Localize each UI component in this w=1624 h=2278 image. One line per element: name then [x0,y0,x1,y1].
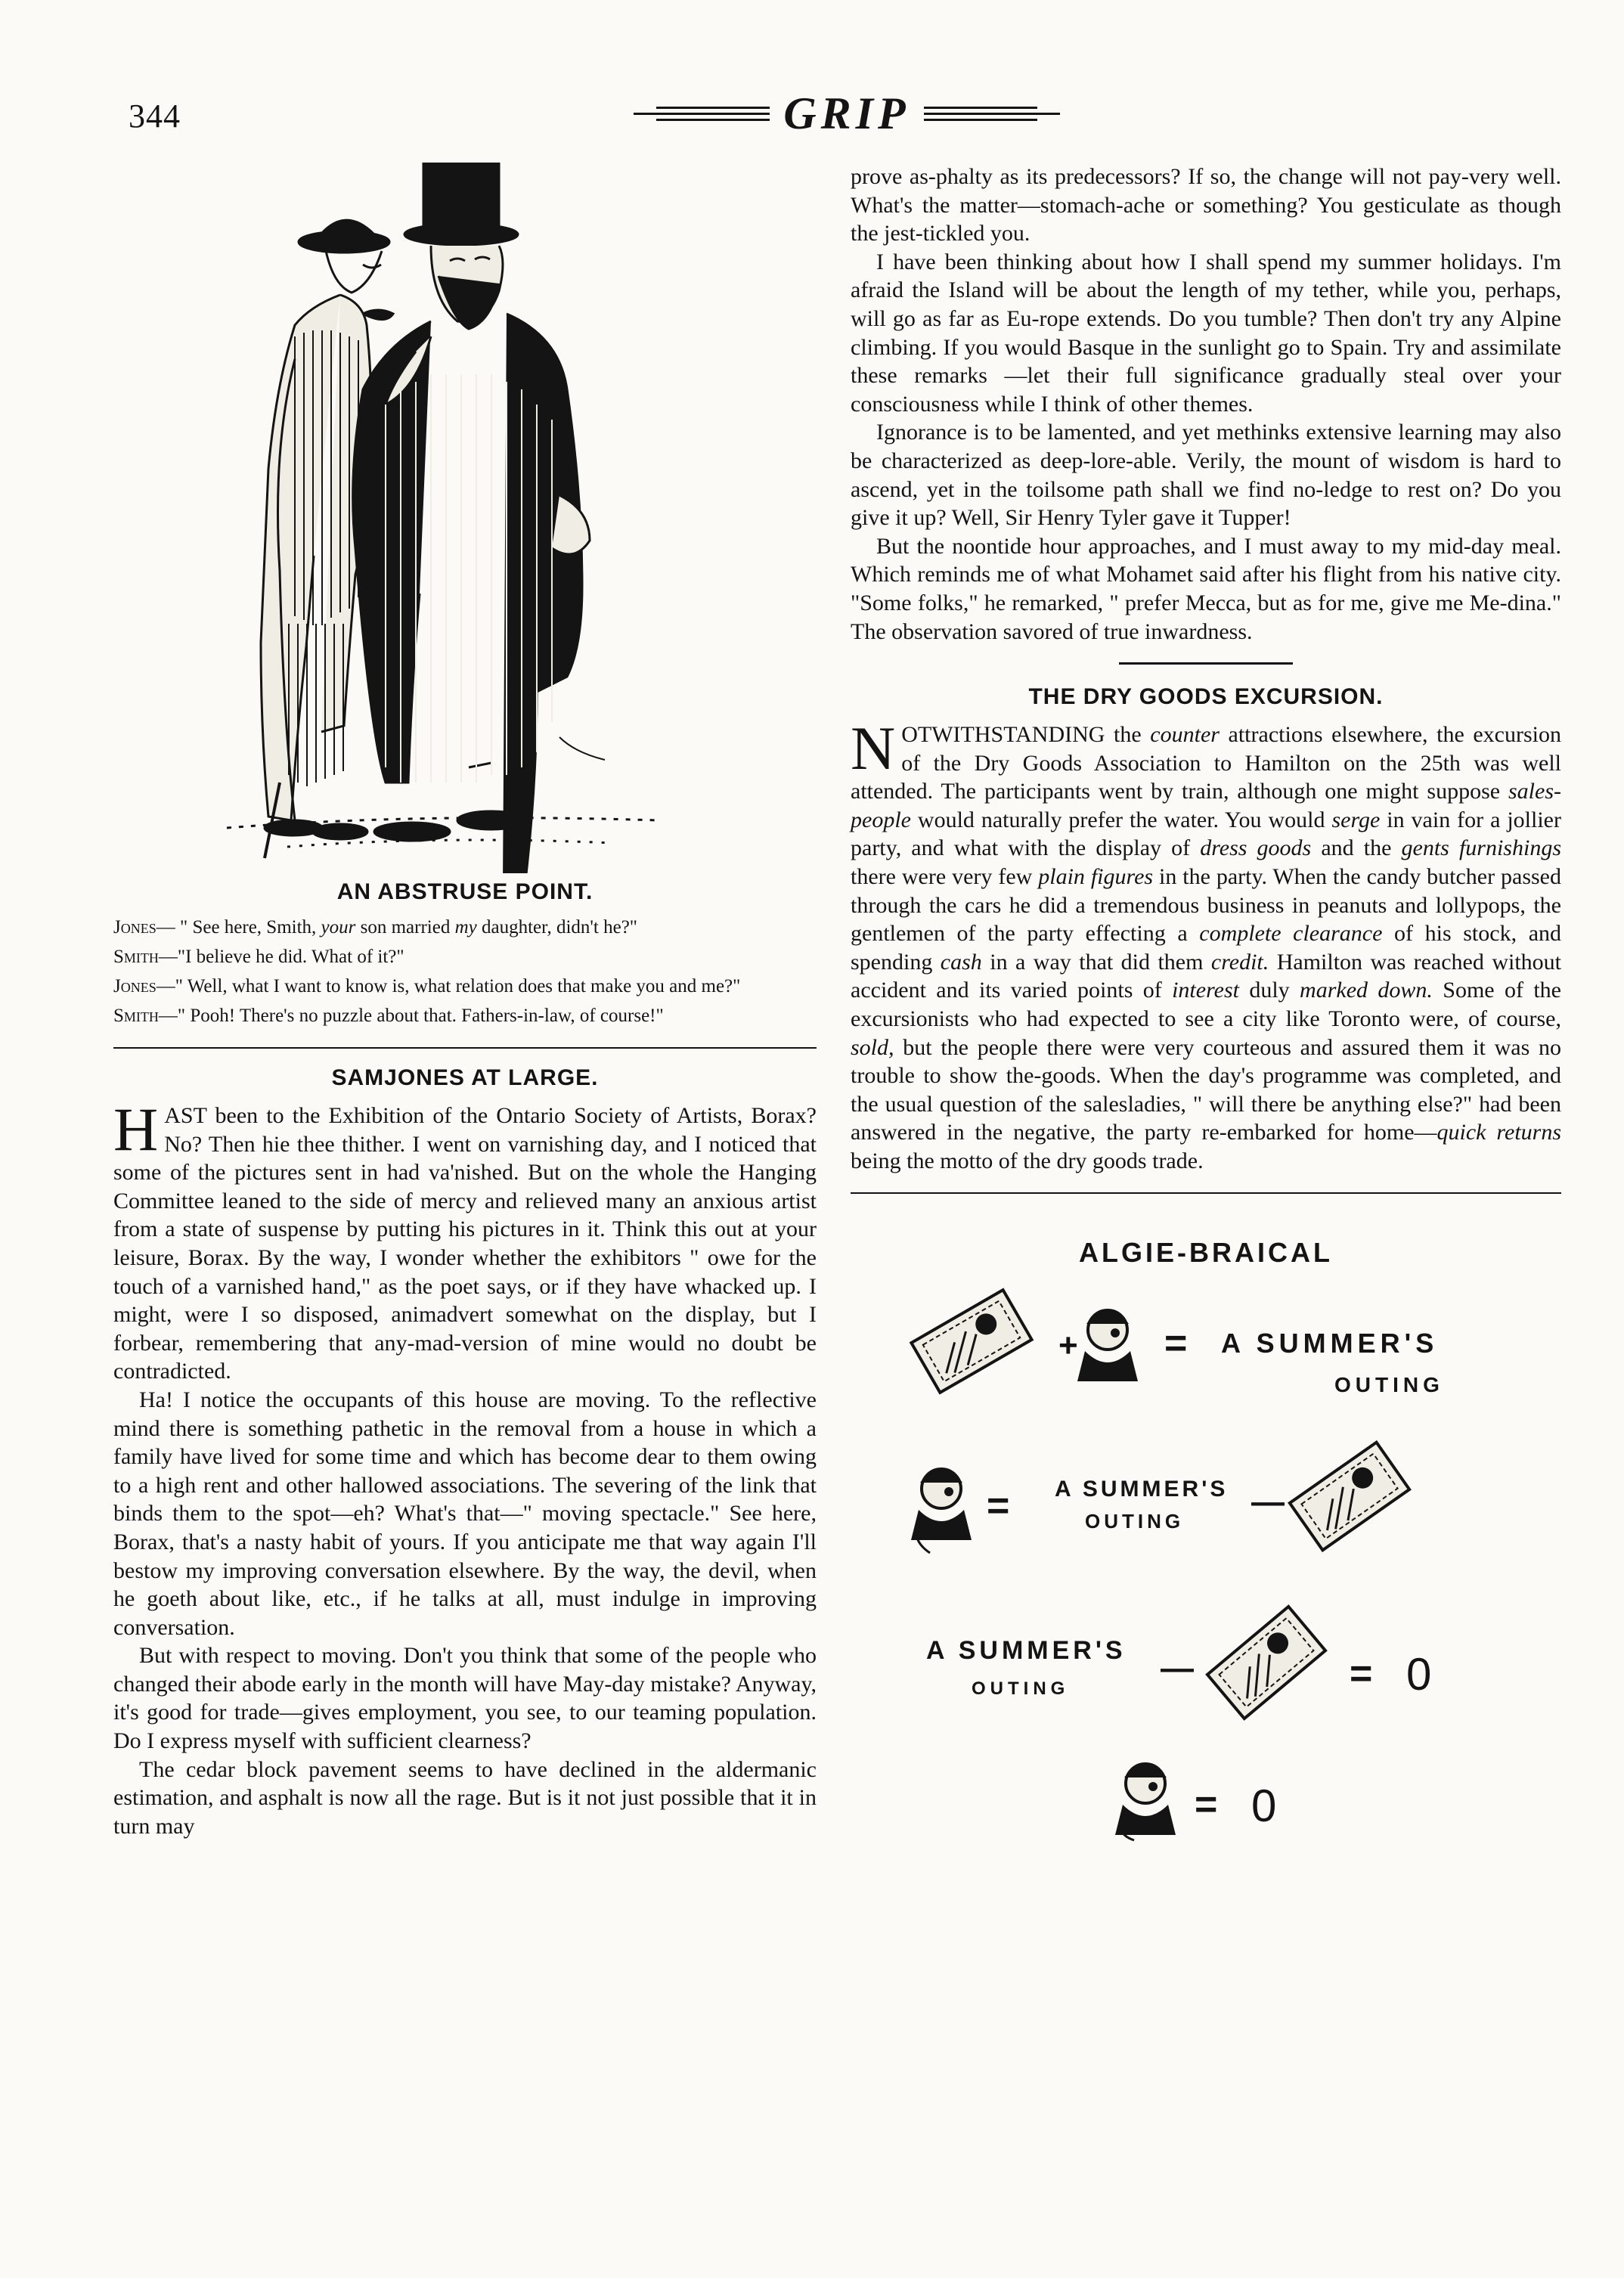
zero-result: 0 [1406,1648,1432,1700]
banknote-icon [1290,1442,1409,1550]
left-column [113,163,817,1840]
dude-head-icon [1077,1309,1138,1381]
summer-label: A SUMMER'S [1055,1476,1229,1502]
minus-sign: — [1161,1649,1194,1687]
equals-sign: = [1164,1321,1188,1365]
page-number: 344 [129,98,181,135]
algie-braical-illustration [851,1216,1561,1844]
dialogue-line: Smith—" Pooh! There's no puzzle about that. Fathers-in-law, of course!" [113,1006,664,1026]
outing-label: OUTING [972,1678,1070,1699]
paragraph: NOTWITHSTANDING the counter attractions elsewhere, the excursion of the Dry Goods Association to Hamilton on the 25th was well attended. The participants went by train, although one might suppose sales-people would naturally prefer the water. You would serge in vain for a jollier party, and what with the display of dress goods and the gents furnishings there were very few plain figures in the party. When the candy butcher passed through the cars he did a tremendous business in peanuts and lollypops, the gentlemen of the party effecting a complete clearance of his stock, and spending cash in a way that did them credit. Hamilton was reached without accident and its varied points of interest duly marked down. Some of the excursionists who had expected to see a city like Toronto were, of course, sold, but the people there were very courteous and assured them it was no trouble to show the-goods. When the day's programme was completed, and the usual question of the salesladies, " will there be anything else?" had been answered in the negative, the party re-embarked for home—quick returns being the motto of the dry goods trade. [851,714,1562,1173]
paragraph: I have been thinking about how I shall spend my summer holidays. I'm afraid the Island will be about the length of my tether, while you, perhaps, will go as far as Eu-rope extends. Do you tumble? Then don't try any Alpine climbing. If you would Basque in the sunlight go to Spain. Try and assimilate these remarks —let their full significance gradually steal over your consciousness while I think of other themes. [851,249,1561,417]
paragraph: Ha! I notice the occupants of this house are moving. To the reflective mind there is something pathetic in the removal from a house in which a family have lived for some time and which has become dear to them owing to a high rent and other hallowed associations. The severing of the link that binds them to the spot—eh? What's that—" moving spectacle." See here, Borax, that's a nasty habit of yours. If you anticipate me that way again I'll bestow my improving conversation elsewhere. By the way, the devil, when he goeth about like, etc., if he talks at all, must indulge in improving conversation. [113,1387,817,1640]
zero-result: 0 [1251,1780,1277,1831]
masthead-rule-left [634,107,770,121]
section-divider [1119,662,1293,665]
summer-label: A SUMMER'S [1221,1327,1439,1359]
banknote-icon [911,1290,1031,1393]
paragraph: Ignorance is to be lamented, and yet methinks extensive learning may also be characterized as deep-lore-able. Verily, the mount of wisdom is hard to ascend, yet in the toilsome path shall we find no-ledge to rest on? Do you give it up? Well, Sir Henry Tyler gave it Tupper! [851,420,1561,531]
equals-sign: = [1350,1651,1373,1696]
dialogue-line: Jones— " See here, Smith, your son married my daughter, didn't he?" [113,917,638,938]
cartoon-illustration [113,163,817,873]
summer-label: A SUMMER'S [926,1635,1127,1665]
paragraph: The cedar block pavement seems to have declined in the aldermanic estimation, and asphalt is now all the rage. But is it not just possible that it in turn may [113,1756,817,1839]
section-divider [113,1047,817,1049]
equals-sign: = [987,1483,1010,1528]
dude-head-icon [911,1468,972,1540]
drygoods-article [851,714,1562,1176]
paragraph: prove as-phalty as its predecessors? If so, the change will not pay-very well. What's the matter—stomach-ache or something? You gesticulate as though the jest-tickled you. [851,164,1561,246]
cartoon-dialogue [113,916,817,1027]
masthead [575,83,1119,144]
samjones-article [113,1095,817,1840]
drop-cap: H [113,1095,159,1164]
dude-head-icon [1115,1763,1176,1835]
cartoon-title: AN ABSTRUSE POINT. [336,879,594,904]
equals-sign: = [1195,1782,1218,1827]
section-divider [851,1192,1561,1194]
speaker: Smith [113,1006,159,1026]
right-column [851,163,1561,1844]
minus-sign: — [1251,1483,1285,1520]
paragraph: HAST been to the Exhibition of the Ontario Society of Artists, Borax? No? Then hie thee thither. I went on varnishing day, and I noticed that some of the pictures sent in had va'nished. But on the whole the Hanging Committee leaned to the side of mercy and relieved many an anxious artist from a state of suspense by putting his pictures in it. Think this out at your leisure, Borax. By the way, I wonder whether the exhibitors " owe for the touch of a varnished hand," as the poet says, or if they have whacked up. I might, were I so disposed, animadvert somewhat on the display, but I forbear, remembering that any-mad-version of mine would no doubt be contradicted. [113,1095,817,1384]
outing-label: OUTING [1334,1372,1444,1396]
masthead-title: GRIP [783,88,910,138]
dialogue-line: Jones—" Well, what I want to know is, what relation does that make you and me?" [113,976,741,996]
plus-sign: + [1058,1326,1078,1364]
masthead-rule-right [924,107,1060,121]
samjones-article-continued [851,163,1561,646]
drygoods-title: THE DRY GOODS EXCURSION. [1028,684,1384,710]
speaker: Smith [113,947,159,967]
samjones-title: SAMJONES AT LARGE. [331,1065,599,1090]
outing-label: OUTING [1085,1509,1185,1533]
dialogue-line: Smith—"I believe he did. What of it?" [113,947,404,967]
paragraph: But with respect to moving. Don't you think that some of the people who changed their abode early in the month will have May-day mistake? Anyway, it's good for trade—gives employment, you see, to our teaming population. Do I express myself with sufficient clearness? [113,1643,817,1754]
banknote-icon [1207,1606,1325,1718]
speaker: Jones [113,976,157,996]
speaker: Jones [113,917,157,938]
drop-cap: N [851,714,896,783]
algebra-title: ALGIE-BRAICAL [1079,1236,1333,1268]
paragraph: But the noontide hour approaches, and I must away to my mid-day meal. Which reminds me of what Mohamet said after his flight from his native city. "Some folks," he remarked, " prefer Mecca, but as for me, give me Me-dina." The observation savored of true inwardness. [851,533,1561,644]
